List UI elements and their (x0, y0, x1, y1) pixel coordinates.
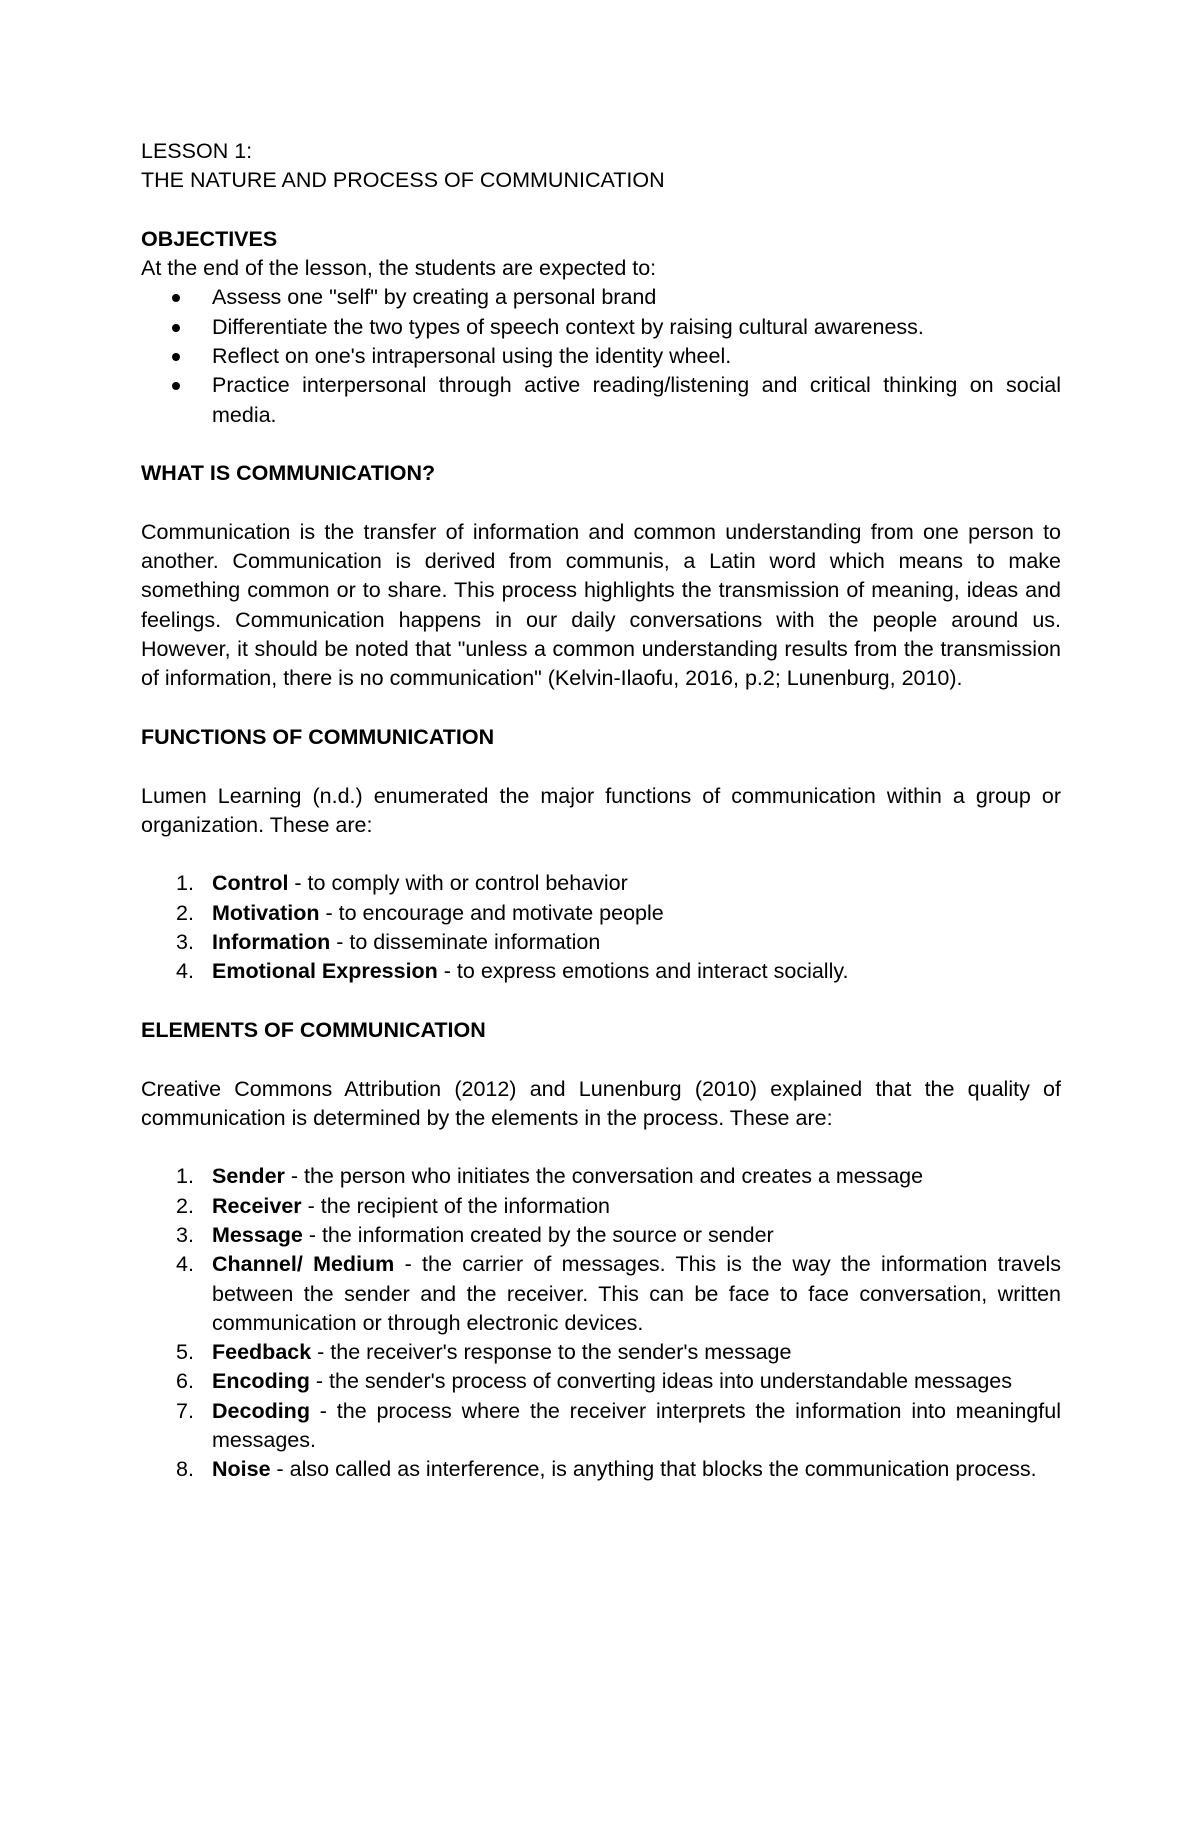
elements-list (141, 1162, 1061, 1484)
item-number: 8. (176, 1457, 194, 1482)
objectives-heading: OBJECTIVES (141, 226, 278, 251)
list-item (141, 1192, 1061, 1221)
spacer (141, 196, 1061, 225)
item-term: Encoding (212, 1369, 310, 1394)
objective-text: Assess one "self" by creating a personal brand (212, 285, 657, 310)
list-item (141, 1338, 1061, 1367)
item-number: 3. (176, 1222, 194, 1247)
spacer (141, 840, 1061, 869)
item-number: 4. (176, 1252, 194, 1277)
item-number: 2. (176, 900, 194, 925)
list-item (141, 869, 1061, 898)
item-desc: - to express emotions and interact socially. (437, 959, 849, 984)
spacer (141, 1045, 1061, 1074)
list-item (141, 1250, 1061, 1338)
spacer (141, 694, 1061, 723)
objective-text: Practice interpersonal through active reading/listening and critical thinking on social media. (212, 373, 1061, 427)
bullet-icon (172, 294, 180, 302)
item-term: Noise (212, 1457, 271, 1482)
item-desc: - the person who initiates the conversation and creates a message (284, 1164, 924, 1189)
spacer (141, 752, 1061, 781)
item-number: 1. (176, 871, 194, 896)
list-item (141, 313, 1061, 342)
item-term: Decoding (212, 1398, 310, 1423)
item-desc: - the recipient of the information (301, 1193, 610, 1218)
item-term: Message (212, 1222, 303, 1247)
what-is-paragraph: Communication is the transfer of information and common understanding from one person to another. Communication is derived from communis, a Latin word which means to make something common or to share. This process highlights the transmission of meaning, ideas and feelings. Communication happens in our daily conversations with the people around us. However, it should be noted that "unless a common understanding results from the transmission of information, there is no communication" (Kelvin-Ilaofu, 2016, p.2; Lunenburg, 2010). (141, 519, 1061, 691)
what-is-heading: WHAT IS COMMUNICATION? (141, 461, 436, 486)
list-item (141, 283, 1061, 312)
item-desc: - the information created by the source or sender (302, 1222, 774, 1247)
list-item (141, 1367, 1061, 1396)
item-term: Motivation (212, 900, 320, 925)
list-item (141, 1162, 1061, 1191)
bullet-icon (172, 382, 180, 390)
item-desc: - also called as interference, is anything that blocks the communication process. (270, 1457, 1037, 1482)
item-desc: - the receiver's response to the sender's message (311, 1340, 792, 1365)
lesson-title: THE NATURE AND PROCESS OF COMMUNICATION (141, 168, 665, 193)
item-term: Sender (212, 1164, 285, 1189)
item-desc: - the carrier of messages. This is the way the information travels between the sender and the receiver. This can be face to face conversation, written communication or through electronic devices. (212, 1252, 1061, 1335)
spacer (141, 1133, 1061, 1162)
elements-heading: ELEMENTS OF COMMUNICATION (141, 1017, 486, 1042)
bullet-icon (172, 324, 180, 332)
item-number: 1. (176, 1164, 194, 1189)
item-term: Information (212, 930, 331, 955)
item-term: Receiver (212, 1193, 302, 1218)
spacer (141, 430, 1061, 459)
item-number: 7. (176, 1398, 194, 1423)
list-item (141, 1221, 1061, 1250)
list-item (141, 899, 1061, 928)
item-number: 4. (176, 959, 194, 984)
list-item (141, 342, 1061, 371)
item-desc: - the process where the receiver interprets the information into meaningful messages. (212, 1398, 1061, 1453)
list-item (141, 957, 1061, 986)
spacer (141, 489, 1061, 518)
item-desc: - to disseminate information (330, 930, 601, 955)
list-item (141, 1455, 1061, 1484)
list-item (141, 371, 1061, 430)
item-desc: - to encourage and motivate people (319, 900, 664, 925)
spacer (141, 987, 1061, 1016)
objectives-list (141, 283, 1061, 429)
objectives-intro: At the end of the lesson, the students are expected to: (141, 256, 657, 281)
item-term: Channel/ Medium (212, 1252, 395, 1277)
item-desc: - to comply with or control behavior (288, 871, 628, 896)
functions-list (141, 869, 1061, 986)
bullet-icon (172, 353, 180, 361)
elements-intro: Creative Commons Attribution (2012) and Lunenburg (2010) explained that the quality of communication is determined by the elements in the process. These are: (141, 1076, 1061, 1130)
item-number: 3. (176, 930, 194, 955)
item-number: 5. (176, 1340, 194, 1365)
list-item (141, 928, 1061, 957)
item-term: Emotional Expression (212, 959, 438, 984)
document-page (141, 137, 1061, 1485)
item-term: Feedback (212, 1340, 312, 1365)
item-number: 2. (176, 1193, 194, 1218)
functions-heading: FUNCTIONS OF COMMUNICATION (141, 724, 495, 749)
functions-intro: Lumen Learning (n.d.) enumerated the major functions of communication within a group or organization. These are: (141, 783, 1061, 837)
item-number: 6. (176, 1369, 194, 1394)
item-desc: - the sender's process of converting ideas into understandable messages (309, 1369, 1013, 1394)
lesson-label: LESSON 1: (141, 139, 253, 163)
item-term: Control (212, 871, 289, 896)
list-item (141, 1397, 1061, 1456)
objective-text: Reflect on one's intrapersonal using the identity wheel. (212, 344, 732, 369)
objective-text: Differentiate the two types of speech context by raising cultural awareness. (212, 314, 924, 339)
